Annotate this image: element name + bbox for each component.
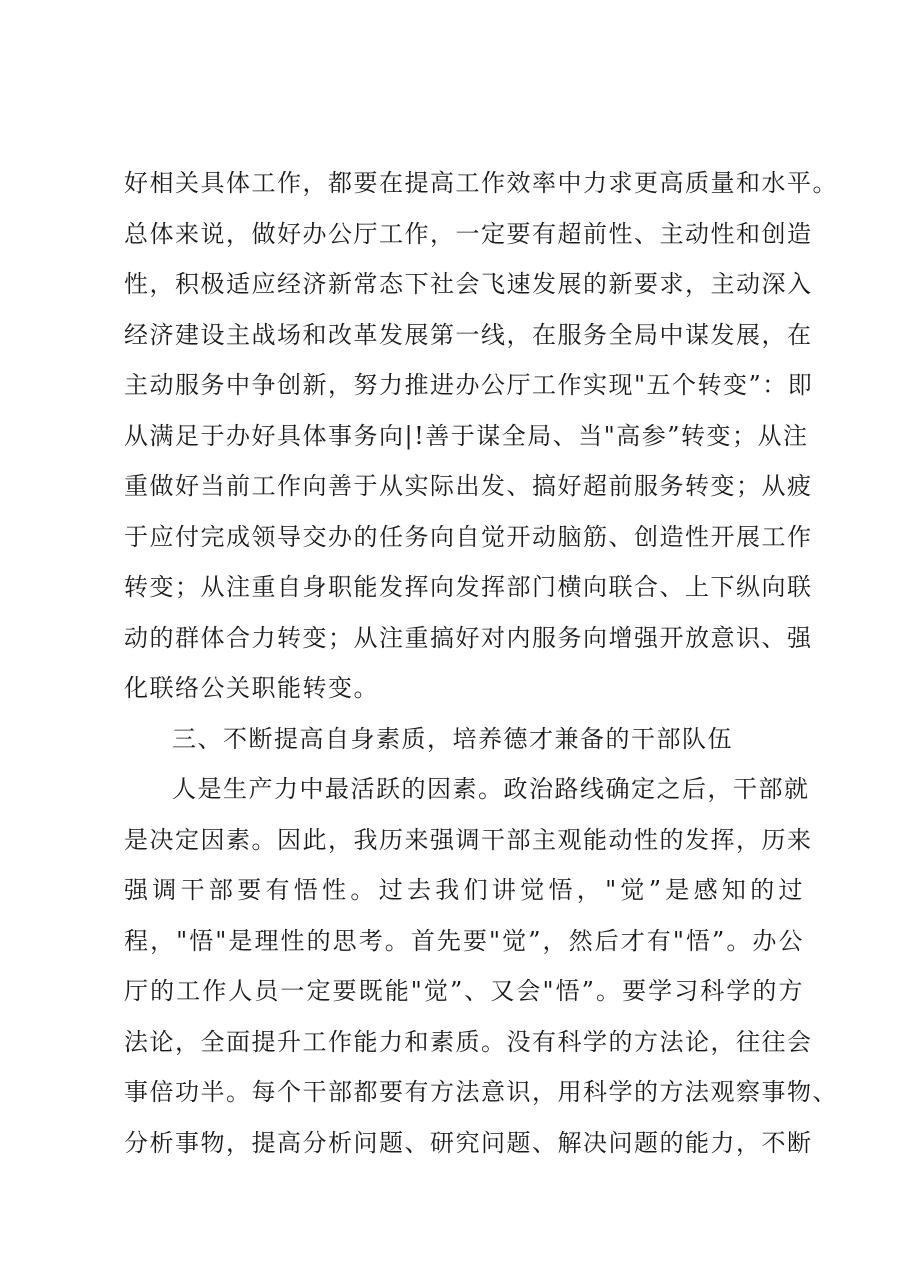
text-line: 好相关具体工作，都要在提高工作效率中力求更高质量和水平。 (124, 169, 838, 197)
text-line: 是决定因素。因此，我历来强调干部主观能动性的发挥，历来 (124, 825, 813, 854)
text-line: 转变；从注重自身职能发挥向发挥部门横向联合、上下纵向联 (124, 573, 813, 601)
text-line: 事倍功半。每个干部都要有方法意识，用科学的方法观察事物、 (124, 1078, 838, 1106)
text-line: 总体来说，做好办公厅工作，一定要有超前性、主动性和创造 (124, 219, 813, 248)
text-line: 法论，全面提升工作能力和素质。没有科学的方法论，往往会 (124, 1027, 813, 1056)
text-line: 经济建设主战场和改革发展第一线，在服务全局中谋发展，在 (124, 320, 813, 349)
text-line: 从满足于办好具体事务向|!善于谋全局、当"高参”转变；从注 (124, 421, 809, 450)
text-line: 强调干部要有悟性。过去我们讲觉悟，"觉”是感知的过 (124, 876, 804, 904)
document-body (124, 158, 838, 1168)
text-line: 主动服务中争创新，努力推进办公厅工作实现"五个转变”：即 (124, 371, 814, 399)
text-line: 于应付完成领导交办的任务向自觉开动脑筋、创造性开展工作 (124, 522, 813, 551)
text-line: 人是生产力中最活跃的因素。政治路线确定之后，干部就 (172, 775, 810, 803)
section-heading: 三、不断提高自身素质，培养德才兼备的干部队伍 (172, 724, 733, 753)
text-line: 动的群体合力转变；从注重搞好对内服务向增强开放意识、强 (124, 623, 813, 652)
text-line: 分析事物，提高分析问题、研究问题、解决问题的能力，不断 (124, 1128, 813, 1157)
text-line: 化联络公关职能转变。 (124, 674, 379, 702)
text-line: 厅的工作人员一定要既能"觉”、又会"悟”。要学习科学的方 (124, 977, 804, 1005)
text-line: 重做好当前工作向善于从实际出发、搞好超前服务转变；从疲 (124, 472, 813, 500)
text-line: 程，"悟"是理性的思考。首先要"觉”，然后才有"悟”。办公 (124, 926, 804, 955)
text-line: 性，积极适应经济新常态下社会飞速发展的新要求，主动深入 (124, 270, 813, 298)
